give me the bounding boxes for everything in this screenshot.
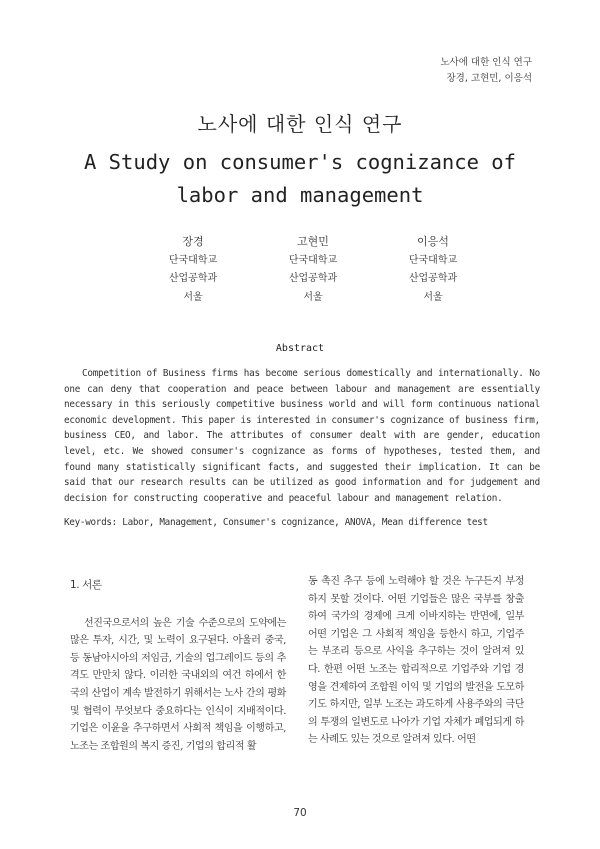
keywords: Key-words: Labor, Management, Consumer's cognizance, ANOVA, Mean difference test xyxy=(64,517,488,528)
author-1 xyxy=(143,233,243,307)
author-affiliation: 단국대학교 xyxy=(408,254,458,266)
author-name: 장경 xyxy=(182,235,204,248)
running-head-title: 노사에 대한 인식 연구 xyxy=(440,57,532,68)
paper-title-english-line-2: labor and management xyxy=(176,183,424,207)
page-number: 70 xyxy=(293,807,307,819)
author-affiliation: 단국대학교 xyxy=(288,254,338,266)
body-column-left xyxy=(70,577,286,755)
running-head xyxy=(440,55,532,87)
author-name: 이응석 xyxy=(417,235,449,248)
author-department: 산업공학과 xyxy=(288,273,338,284)
abstract-text: Competition of Business firms has become serious domestically and internationally. No one can deny that cooperation and peace between labour and management are essentially necessary in this seriously competitive business world and will form continuous national economic development. This paper is interested in consumer's cognizance of business firm, business CEO, and labor. The attributes of consumer dealt with are gender, education level, etc. We showed consumer's cognizance as forms of hypotheses, tested them, and found many statistically significant facts, and suggested their implication. It can be said that our research results can be utilized as good information and for judgement and decision for constructing cooperative and peaceful labour and management relation. xyxy=(64,368,540,504)
author-city: 서울 xyxy=(303,291,323,303)
author-block xyxy=(143,233,483,307)
author-department: 산업공학과 xyxy=(168,273,218,284)
author-2 xyxy=(263,233,363,307)
section-heading: 1. 서론 xyxy=(70,579,102,591)
author-city: 서울 xyxy=(423,291,443,303)
author-name: 고현민 xyxy=(297,235,329,248)
author-city: 서울 xyxy=(183,291,203,303)
paper-title-english xyxy=(0,146,600,212)
author-3 xyxy=(383,233,483,307)
body-column-right xyxy=(308,573,524,749)
author-affiliation: 단국대학교 xyxy=(168,254,218,266)
paper-title-korean: 노사에 대한 인식 연구 xyxy=(197,112,403,136)
author-department: 산업공학과 xyxy=(408,273,458,284)
running-head-authors: 장경, 고현민, 이응석 xyxy=(446,73,532,84)
body-paragraph: 선진국으로서의 높은 기술 수준으로의 도약에는 많은 투자, 시간, 및 노력이 요구된다. 아울러 중국, 등 동남아시아의 저임금, 기술의 업그레이드 등의 추격도 만만치 않다. 이러한 국내외의 여건 하에서 한국의 산업이 계속 발전하기 위해서는 노사 간의 평화 및 협력이 무엇보다 중요하다는 인식이 지배적이다. 기업은 이윤을 추구하면서 사회적 책임을 이행하고, 노조는 조합원의 복지 증진, 기업의 합리적 활 xyxy=(70,617,286,752)
body-paragraph: 동 촉진 추구 등에 노력해야 할 것은 누구든지 부정하지 못할 것이다. 어떤 기업들은 많은 국부를 창출하여 국가의 경제에 크게 이바지하는 반면에, 일부 어떤 기업은 그 사회적 책임을 등한시 하고, 기업주는 부조리 등으로 사익을 추구하는 것이 알려져 있다. 한편 어떤 노조는 합리적으로 기업주와 기업 경영을 견제하여 조합원 이익 및 기업의 발전을 도모하기도 하지만, 일부 노조는 과도하게 사용주와의 극단의 투쟁의 일변도로 나아가 기업 자체가 폐업되게 하는 사례도 있는 것으로 알려져 있다. 어떤 xyxy=(308,576,524,746)
abstract-heading: Abstract xyxy=(275,343,325,354)
paper-title-english-line-1: A Study on consumer's cognizance of xyxy=(84,150,516,174)
